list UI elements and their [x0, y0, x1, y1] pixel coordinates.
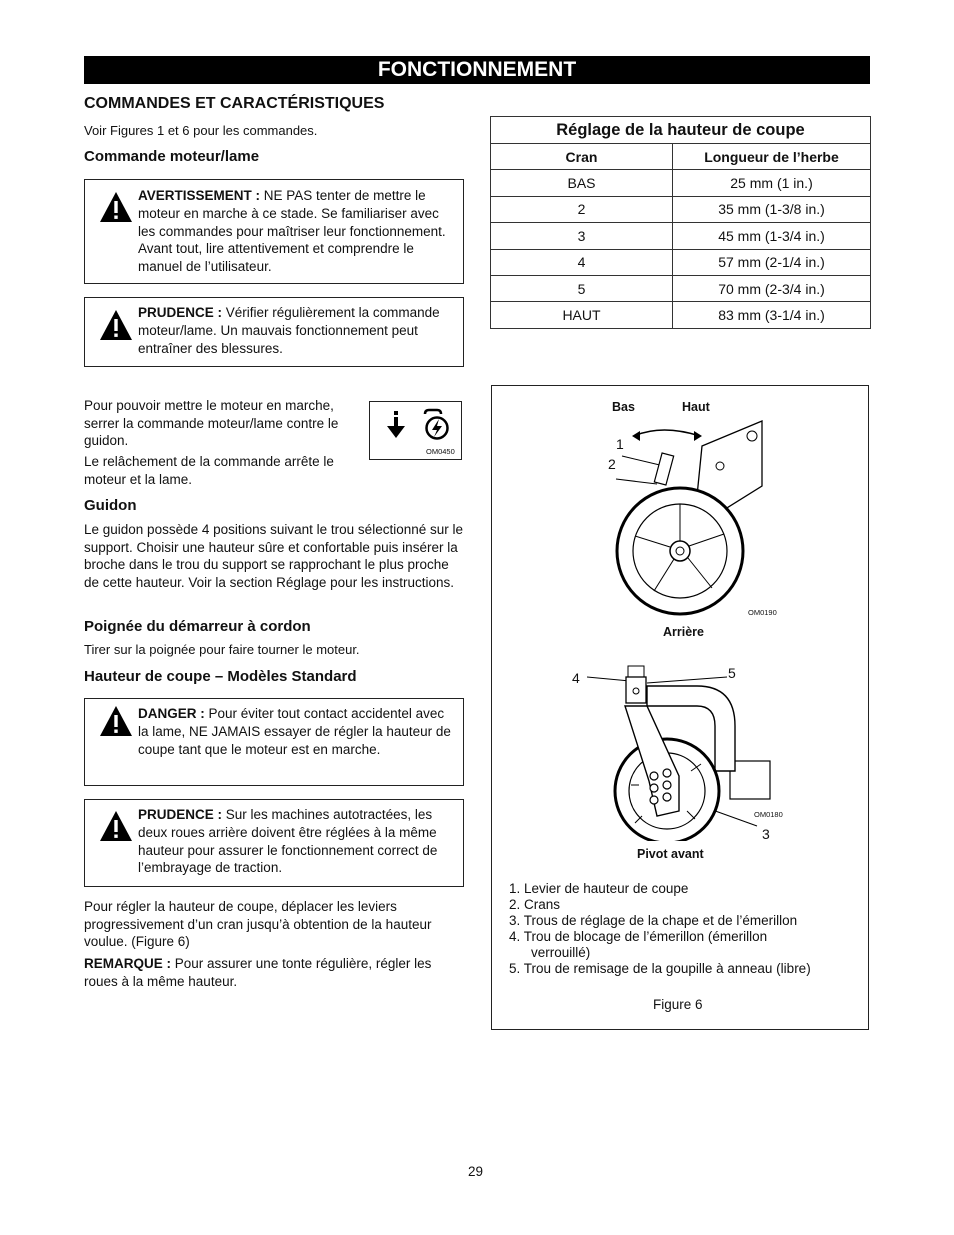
label-bas: Bas: [612, 400, 635, 414]
table-row: 4 57 mm (2-1/4 in.): [491, 249, 871, 275]
list-item: 1. Levier de hauteur de coupe: [509, 881, 689, 896]
heading-handle: Guidon: [84, 497, 137, 514]
code-rear: OM0190: [748, 608, 777, 617]
caution-box-2: [84, 799, 464, 887]
cut-height-para: Pour régler la hauteur de coupe, déplacer les leviers progressivement d’un cran jusqu’à obtention de la hauteur voulue. (Figure 6): [84, 899, 432, 949]
table-row: BAS 25 mm (1 in.): [491, 170, 871, 196]
table-row: HAUT 83 mm (3-1/4 in.): [491, 302, 871, 328]
warning-text: AVERTISSEMENT : NE PAS tenter de mettre le moteur en marche à ce stade. Se familiariser avec les commandes pour maîtriser leur fonctionnement. Avant tout, lire attentivement et comprendre le manuel de l’utilisateur.: [138, 188, 446, 275]
list-item: 4. Trou de blocage de l’émerillon (émerillon: [509, 929, 768, 944]
warning-triangle-icon: [99, 309, 133, 341]
note-para: REMARQUE : Pour assurer une tonte régulière, régler les roues à la même hauteur.: [84, 956, 432, 989]
list-item: 5. Trou de remisage de la goupille à anneau (libre): [509, 961, 811, 976]
code-front: OM0180: [754, 810, 783, 819]
heading-cut-height: Hauteur de coupe – Modèles Standard: [84, 668, 357, 685]
callout-4: 4: [572, 670, 580, 686]
caution-box: [84, 297, 464, 367]
engine-control-para2: Le relâchement de la commande arrête le moteur et la lame.: [84, 454, 334, 487]
list-item: verrouillé): [531, 945, 591, 960]
callout-2: 2: [608, 456, 616, 472]
warning-triangle-icon: [99, 191, 133, 223]
heading-engine-control: Commande moteur/lame: [84, 148, 260, 165]
intro-text: Voir Figures 1 et 6 pour les commandes.: [84, 123, 318, 138]
callout-5: 5: [728, 665, 736, 681]
figure-caption: Figure 6: [653, 997, 703, 1012]
engine-control-para: Pour pouvoir mettre le moteur en marche, serrer la commande moteur/lame contre le guidon.: [84, 398, 339, 448]
starter-text: Tirer sur la poignée pour faire tourner le moteur.: [84, 642, 360, 657]
danger-text: DANGER : Pour éviter tout contact accidentel avec la lame, NE JAMAIS essayer de régler la hauteur de coupe tant que le moteur est en marche.: [138, 706, 451, 757]
caption-rear: Arrière: [663, 625, 704, 639]
icon-code: OM0450: [426, 447, 455, 456]
engine-stop-icon: [370, 404, 460, 448]
section-title: COMMANDES ET CARACTÉRISTIQUES: [84, 95, 385, 112]
table-row: 3 45 mm (1-3/4 in.): [491, 223, 871, 249]
figure-legend: [509, 881, 859, 977]
heading-starter: Poignée du démarreur à cordon: [84, 618, 311, 635]
table-header-length: Longueur de l’herbe: [673, 144, 871, 170]
rear-wheel-illustration: [602, 416, 782, 626]
caution-text: PRUDENCE : Vérifier régulièrement la commande moteur/lame. Un mauvais fonctionnement peut entraîner des blessures.: [138, 305, 440, 356]
warning-triangle-icon: [99, 705, 133, 737]
caption-front: Pivot avant: [637, 847, 704, 861]
handle-text: Le guidon possède 4 positions suivant le trou sélectionné sur le support. Choisir une hauteur sûre et confortable puis insérer la broche dans le trou du support se rapprochant le plus proche de cette hauteur. Voir la section Réglage pour les instructions.: [84, 522, 463, 590]
table-title: Réglage de la hauteur de coupe: [491, 117, 871, 144]
list-item: 3. Trous de réglage de la chape et de l’émerillon: [509, 913, 798, 928]
engine-control-icon-box: [369, 401, 462, 460]
warning-triangle-icon: [99, 810, 133, 842]
callout-1: 1: [616, 436, 624, 452]
page-number: 29: [468, 1164, 484, 1179]
label-haut: Haut: [682, 400, 710, 414]
cut-height-table: [490, 116, 871, 329]
table-header-cran: Cran: [491, 144, 673, 170]
warning-box: [84, 179, 464, 284]
page-banner: FONCTIONNEMENT: [84, 56, 870, 84]
table-row: 5 70 mm (2-3/4 in.): [491, 275, 871, 301]
danger-box: [84, 698, 464, 786]
caution-text-2: PRUDENCE : Sur les machines autotractées, les deux roues arrière doivent être réglées à la même hauteur pour assurer le fonctionnement correct de l’embrayage de traction.: [138, 807, 438, 876]
table-row: 2 35 mm (1-3/8 in.): [491, 196, 871, 222]
figure-6: [491, 385, 869, 1030]
callout-3: 3: [762, 826, 770, 842]
list-item: 2. Crans: [509, 897, 561, 912]
